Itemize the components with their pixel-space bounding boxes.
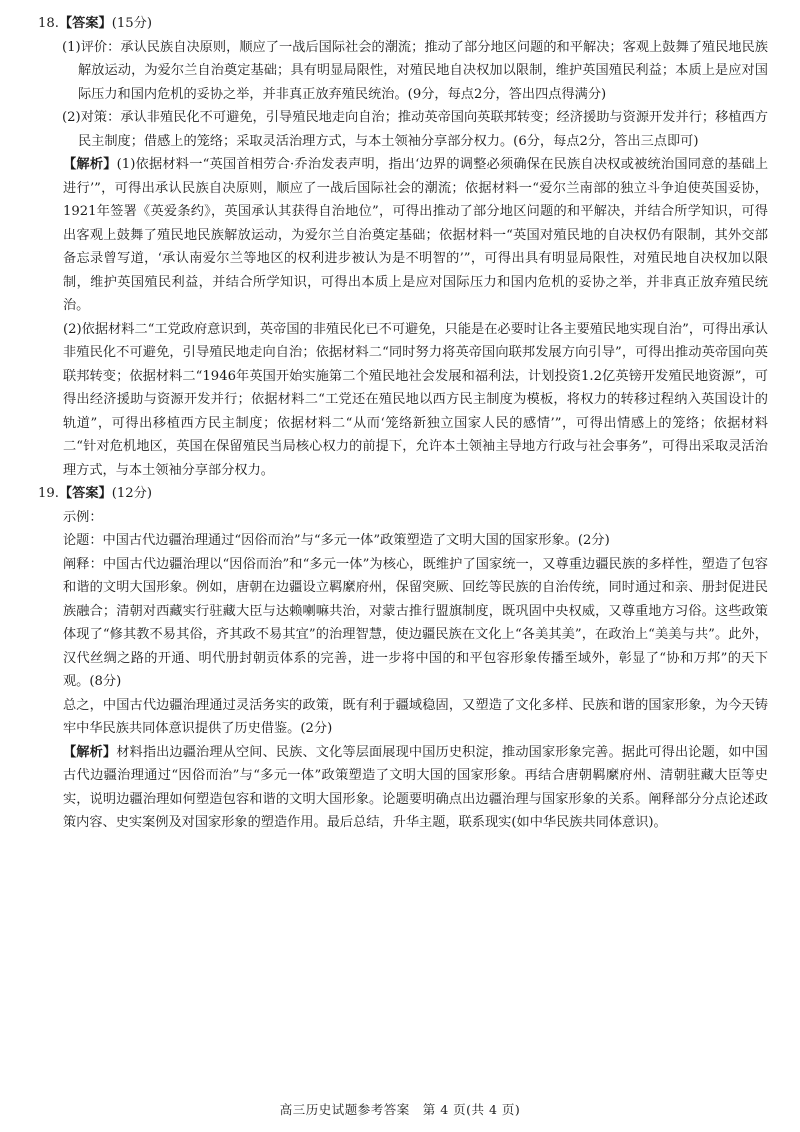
q19-example-label: 示例： xyxy=(63,509,103,525)
q18-answer-1: (1)评价：承认民族自决原则，顺应了一战后国际社会的潮流；推动了部分地区问题的和平解决；客观上鼓舞了殖民地民族解放运动，为爱尔兰自治奠定基础；具有明显局限性，对殖民地自决权加以限制，维护英国殖民利益；本质上是应对国际压力和国内危机的妥协之举，并非真正放弃殖民统治。(9分，每点2分，答出四点得满分) xyxy=(62,39,768,102)
q19-points: (12分) xyxy=(111,486,152,501)
q19-summary: 总之，中国古代边疆治理通过灵活务实的政策，既有利于疆域稳固，又塑造了文化多样、民族和谐的国家形象，为今天铸牢中华民族共同体意识提供了历史借鉴。(2分) xyxy=(63,697,768,736)
q19-thesis: 论题：中国古代边疆治理通过“因俗而治”与“多元一体”政策塑造了文明大国的国家形象。(2分) xyxy=(63,533,610,548)
q19-number: 19. xyxy=(38,486,59,501)
q19-answer-tag: 【答案】 xyxy=(58,486,112,501)
q19-analysis-tag: 【解析】 xyxy=(63,744,117,760)
q18-analysis-1 xyxy=(38,153,768,318)
q19-analysis-text: 材料指出边疆治理从空间、民族、文化等层面展现中国历史积淀，推动国家形象完善。据此可得出论题，如中国古代边疆治理通过“因俗而治”与“多元一体”政策塑造了文明大国的国家形象。再结合唐朝羁縻府州、清朝驻藏大臣等史实，说明边疆治理如何塑造包容和谐的文明大国形象。论题要明确点出边疆治理与国家形象的关系。阐释部分分点论述政策内容、史实案例及对国家形象的塑造作用。最后总结，升华主题，联系现实(如中华民族共同体意识)。 xyxy=(63,744,768,830)
q18-number: 18. xyxy=(38,16,59,31)
q18-header xyxy=(38,12,768,36)
q18-answer-tag: 【答案】 xyxy=(58,16,112,31)
q18-analysis-tag: 【解析】 xyxy=(63,157,117,172)
q18-analysis-1-text: (1)依据材料一“英国首相劳合·乔治发表声明，指出‘边界的调整必须确保在民族自决权或被统治国同意的基础上进行’”，可得出承认民族自决原则，顺应了一战后国际社会的潮流；依据材料一“爱尔兰南部的独立斗争迫使英国妥协，1921年签署《英爱条约》，英国承认其获得自治地位”，可得出推动了部分地区问题的和平解决，并结合所学知识，可得出客观上鼓舞了殖民地民族解放运动，为爱尔兰自治奠定基础；依据材料一“英国对殖民地的自决权仍有限制，其外交部备忘录曾写道，‘承认南爱尔兰等地区的权利进步被认为是不明智的’”，可得出具有明显局限性，对殖民地自决权加以限制，维护英国殖民利益，并结合所学知识，可得出本质上是应对国际压力和国内危机的妥协之举，并非真正放弃殖民统治。 xyxy=(63,157,769,313)
q18-points: (15分) xyxy=(111,16,152,31)
q19-explanation: 阐释：中国古代边疆治理以“因俗而治”和“多元一体”为核心，既维护了国家统一，又尊重边疆民族的多样性，塑造了包容和谐的文明大国形象。例如，唐朝在边疆设立羁縻府州，保留突厥、回纥等民族的自治传统，同时通过和亲、册封促进民族融合；清朝对西藏实行驻藏大臣与达赖喇嘛共治，对蒙古推行盟旗制度，既巩固中央权威，又尊重地方习俗。这些政策体现了“修其教不易其俗，齐其政不易其宜”的治理智慧，使边疆民族在文化上“各美其美”，在政治上“美美与共”。此外，汉代丝绸之路的开通、明代册封朝贡体系的完善，进一步将中国的和平包容形象传播至域外，彰显了“协和万邦”的天下观。(8分) xyxy=(63,556,768,689)
q19-header xyxy=(38,482,768,506)
page-content xyxy=(38,12,768,835)
q19-analysis xyxy=(38,741,768,835)
page-footer: 高三历史试题参考答案 第 4 页(共 4 页) xyxy=(279,1102,521,1117)
q18-analysis-2: (2)依据材料二“工党政府意识到，英帝国的非殖民化已不可避免，只能是在必要时让各主要殖民地实现自治”，可得出承认非殖民化不可避免，引导殖民地走向自治；依据材料二“同时努力将英帝国向联邦发展方向引导”，可得出推动英帝国向英联邦转变；依据材料二“1946年英国开始实施第二个殖民地社会发展和福利法，计划投资1.2亿英镑开发殖民地资源”，可得出经济援助与资源开发并行；依据材料二“工党还在殖民地以西方民主制度为模板，将权力的转移过程纳入英国设计的轨道”，可得出移植西方民主制度；依据材料二“从而‘笼络新独立国家人民的感情’”，可得出情感上的笼络；依据材料二“针对危机地区，英国在保留殖民当局核心权力的前提下，允许本土领袖主导地方行政与社会事务”，可得出采取灵活治理方式，与本土领袖分享部分权力。 xyxy=(63,321,768,478)
q18-answer-2: (2)对策：承认非殖民化不可避免，引导殖民地走向自治；推动英帝国向英联邦转变；经济援助与资源开发并行；移植西方民主制度；借感上的笼络；采取灵活治理方式，与本土领袖分享部分权力。(6分，每点2分，答出三点即可) xyxy=(62,110,768,149)
